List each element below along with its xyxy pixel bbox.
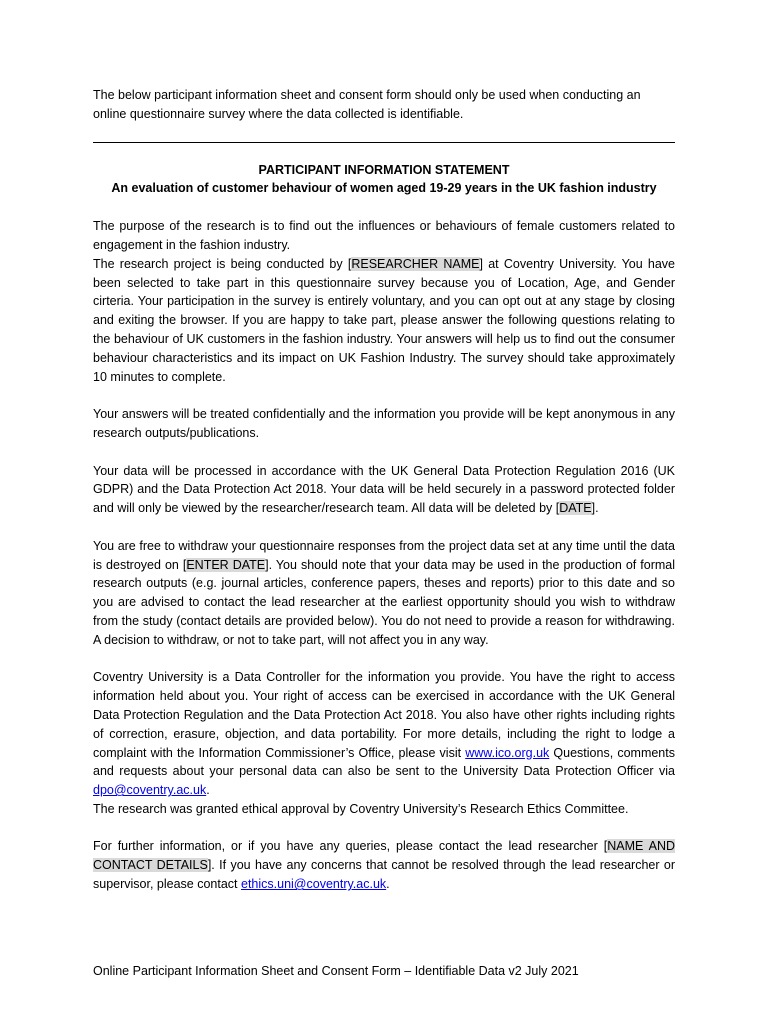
researcher-name-placeholder: RESEARCHER NAME	[351, 256, 480, 271]
contact-paragraph: For further information, or if you have any queries, please contact the lead researcher [NAME AND CONTACT DETAILS]. If you have any concerns that cannot be resolved through the lead researcher or supervisor, please contact ethics.uni@coventry.ac.uk.	[93, 839, 676, 892]
document-page	[93, 86, 675, 894]
withdrawal-paragraph: You are free to withdraw your questionnaire responses from the project data set at any time until the data is destroyed on [ENTER DATE]. You should note that your data may be used in the production of formal research outputs (e.g. journal articles, conference papers, theses and reports) prior to this date and so you are advised to contact the lead researcher at the earliest opportunity should you wish to withdraw from the study (contact details are provided below). You do not need to provide a reason for withdrawing. A decision to withdraw, or not to take part, will not affect you in any way.	[93, 538, 676, 647]
ethics-approval-text: The research was granted ethical approval by Coventry University’s Research Ethics Committee.	[93, 801, 629, 816]
data-processing-paragraph: Your data will be processed in accordance with the UK General Data Protection Regulation 2016 (UK GDPR) and the Data Protection Act 2018. Your data will be held securely in a password protected folder and will only be viewed by the researcher/research team. All data will be deleted by [DATE].	[93, 463, 675, 516]
ethics-email-link[interactable]: ethics.uni@coventry.ac.uk	[241, 877, 387, 892]
page-footer: Online Participant Information Sheet and Consent Form – Identifiable Data v2 July 2021	[93, 964, 579, 978]
document-subtitle: An evaluation of customer behaviour of women aged 19-29 years in the UK fashion industry	[111, 181, 657, 196]
researcher-paragraph: The research project is being conducted by [RESEARCHER NAME] at Coventry University. You have been selected to take part in this questionnaire survey because you of Location, Age, and Gender cirteria. Your participation in the survey is entirely voluntary, and you can opt out at any stage by closing and exiting the browser. If you are happy to take part, please answer the following questions relating to the behaviour of UK customers in the fashion industry. Your answers will help us to find out the consumer behaviour characteristics and its impact on UK Fashion Industry. The survey should take approximately 10 minutes to complete.	[93, 256, 676, 384]
divider	[93, 142, 675, 143]
enter-date-placeholder: ENTER DATE	[186, 557, 266, 572]
contact-details-placeholder: NAME AND CONTACT DETAILS	[93, 839, 675, 873]
date-placeholder: DATE	[559, 501, 592, 516]
purpose-paragraph: The purpose of the research is to find out the influences or behaviours of female customers related to engagement in the fashion industry.	[93, 219, 675, 252]
intro-text: The below participant information sheet and consent form should only be used when conducting an online questionnaire survey where the data collected is identifiable.	[93, 88, 641, 121]
dpo-email-link[interactable]: dpo@coventry.ac.uk	[93, 783, 207, 798]
ico-link[interactable]: www.ico.org.uk	[465, 745, 550, 760]
confidentiality-paragraph: Your answers will be treated confidentially and the information you provide will be kept anonymous in any research outputs/publications.	[93, 407, 675, 440]
document-title: PARTICIPANT INFORMATION STATEMENT	[258, 162, 510, 177]
data-controller-paragraph: Coventry University is a Data Controller for the information you provide. You have the right to access information held about you. Your right of access can be exercised in accordance with the UK General Data Protection Regulation and the Data Protection Act 2018. You also have other rights including rights of correction, erasure, objection, and data portability. For more details, including the right to lodge a complaint with the Information Commissioner’s Office, please visit www.ico.org.uk Questions, comments and requests about your personal data can also be sent to the University Data Protection Officer via dpo@coventry.ac.uk.	[93, 670, 675, 798]
